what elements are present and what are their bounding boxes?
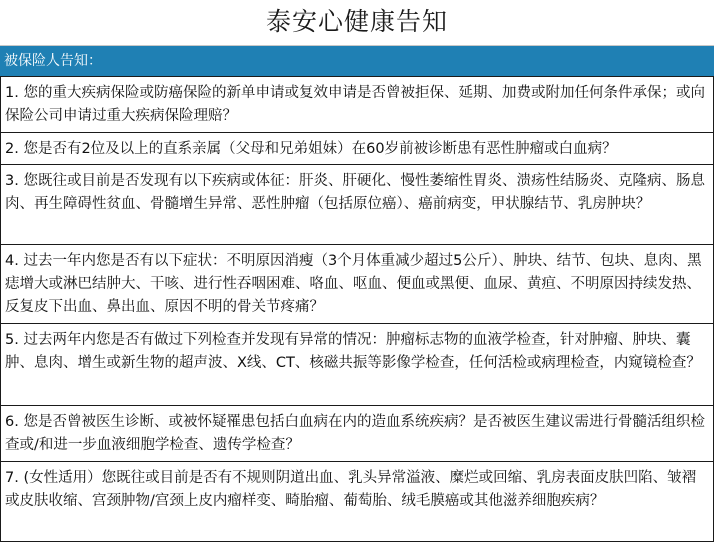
question-list: [0, 76, 714, 542]
page-title: 泰安心健康告知: [0, 0, 714, 46]
question-3: 3. 您既往或目前是否发现有以下疾病或体征：肝炎、肝硬化、慢性萎缩性胃炎、溃疡性结肠炎、克隆病、肠息肉、再生障碍性贫血、骨髓增生异常、恶性肿瘤（包括原位癌）、癌前病变，甲状腺结节、乳房肿块？: [0, 165, 714, 245]
question-5: 5. 过去两年内您是否有做过下列检查并发现有异常的情况：肿瘤标志物的血液学检查，针对肿瘤、肿块、囊肿、息肉、增生或新生物的超声波、X线、CT、核磁共振等影像学检查，任何活检或病理检查，内窥镜检查？: [0, 324, 714, 406]
question-4: 4. 过去一年内您是否有以下症状：不明原因消瘦（3个月体重减少超过5公斤）、肿块、结节、包块、息肉、黑痣增大或淋巴结肿大、干咳、进行性吞咽困难、咯血、呕血、便血或黑便、血尿、黄疸、不明原因持续发热、反复皮下出血、鼻出血、原因不明的骨关节疼痛？: [0, 245, 714, 324]
section-header: 被保险人告知：: [0, 46, 714, 76]
question-7: 7. (女性适用）您既往或目前是否有不规则阴道出血、乳头异常溢液、糜烂或回缩、乳房表面皮肤凹陷、皱褶或皮肤收缩、宫颈肿物/宫颈上皮内瘤样变、畸胎瘤、葡萄胎、绒毛膜癌或其他滋养细胞疾病？: [0, 462, 714, 542]
question-2: 2. 您是否有2位及以上的直系亲属（父母和兄弟姐妹）在60岁前被诊断患有恶性肿瘤或白血病？: [0, 133, 714, 165]
question-1: 1. 您的重大疾病保险或防癌保险的新单申请或复效申请是否曾被拒保、延期、加费或附加任何条件承保；或向保险公司申请过重大疾病保险理赔？: [0, 76, 714, 133]
question-6: 6. 您是否曾被医生诊断、或被怀疑罹患包括白血病在内的造血系统疾病？是否被医生建议需进行骨髓活组织检查或/和进一步血液细胞学检查、遗传学检查？: [0, 406, 714, 462]
